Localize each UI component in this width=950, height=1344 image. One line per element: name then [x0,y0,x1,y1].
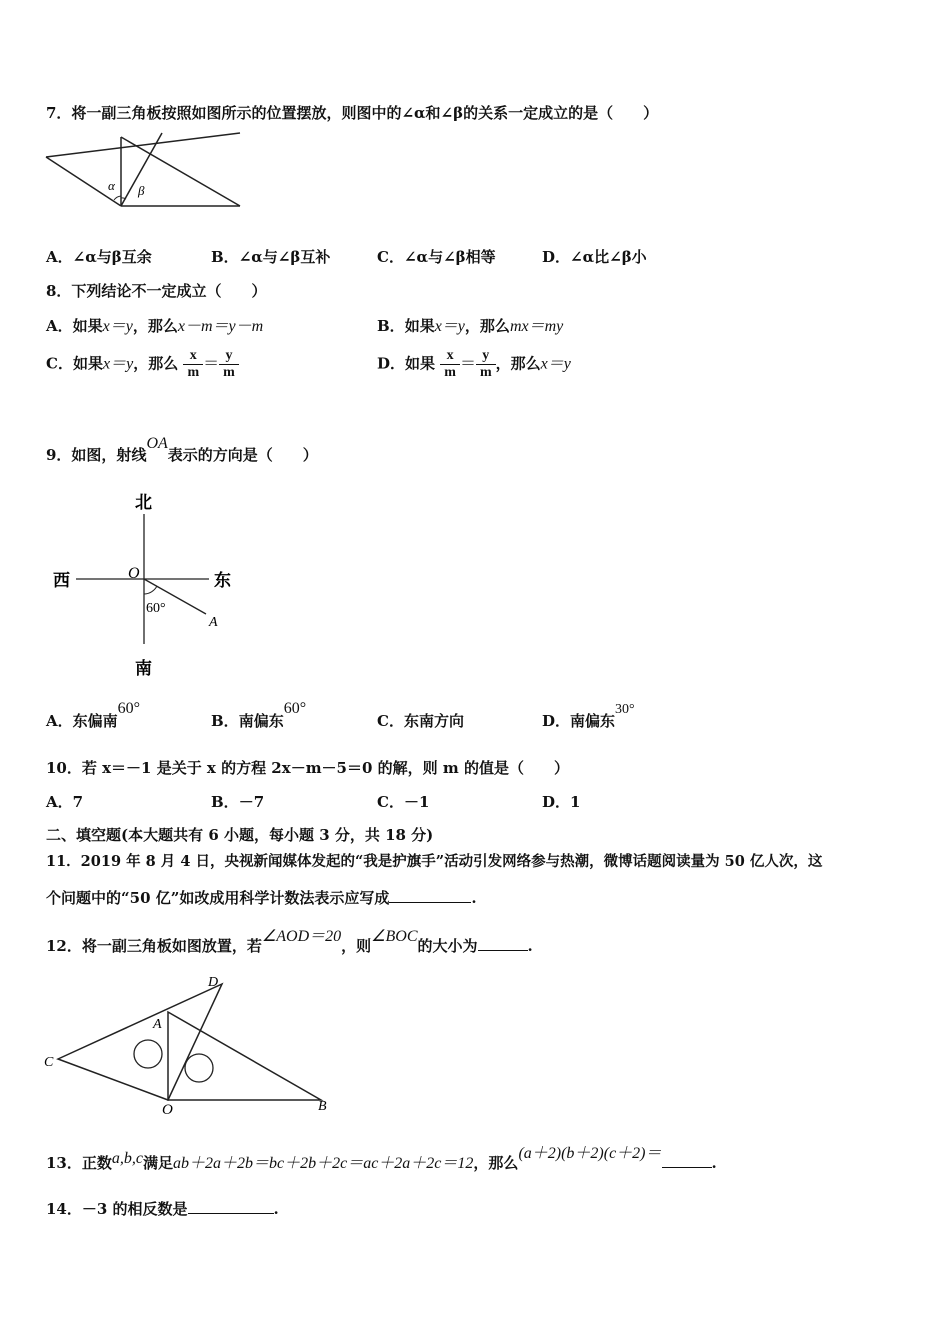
point-d-label: D [208,975,219,990]
q10-option-b[interactable]: B．－7 [211,793,265,811]
fraction-x-over-m: $\frac{x}{m}$ [183,348,203,381]
q13-answer-blank[interactable] [662,1152,712,1168]
q9-option-c[interactable]: C．东南方向 [377,712,464,730]
q10-option-c[interactable]: C．－1 [377,793,430,811]
origin-o-label: O [128,565,140,582]
q7-option-c[interactable]: C．∠α与∠β相等 [377,248,496,266]
beta-label: β [138,183,145,198]
angle-60-label: 60° [146,601,166,616]
q10-option-a[interactable]: A．7 [46,793,84,811]
section-2-heading: 二、填空题(本大题共有 6 小题，每小题 3 分，共 18 分) [46,826,434,844]
q7-option-b[interactable]: B．∠α与∠β互补 [211,248,331,266]
q8-option-d[interactable]: D．如果 $\frac{x}{m}$ ＝ $\frac{y}{m}$ ，那么x＝y [377,348,571,380]
q9-option-b[interactable]: B．南偏东60° [211,700,307,730]
fraction-y-over-m: $\frac{y}{m}$ [219,348,239,381]
q14-answer-blank[interactable] [188,1198,274,1214]
north-label: 北 [135,493,152,512]
q12-answer-blank[interactable] [478,935,528,951]
q8-option-b[interactable]: B．如果x＝y，那么mx＝my [377,317,564,335]
west-label: 西 [53,571,70,590]
point-c-label: C [44,1055,54,1070]
fraction-x-over-m: $\frac{x}{m}$ [440,348,460,381]
alpha-label: α [108,178,115,193]
q12-triangles-figure [40,972,340,1118]
q10-stem: 10．若 x＝－1 是关于 x 的方程 2x－m－5＝0 的解，则 m 的值是（ ） [46,759,569,777]
q8-option-a[interactable]: A．如果x＝y，那么x－m＝y－m [46,317,264,335]
q8-stem: 8．下列结论不一定成立（ ） [46,282,267,300]
q12-stem: 12．将一副三角板如图放置，若∠AOD＝20，则∠BOC的大小为 . [46,928,533,955]
point-b-label: B [318,1099,327,1114]
fraction-y-over-m: $\frac{y}{m}$ [476,348,496,381]
east-label: 东 [214,571,231,590]
q9-compass-figure [44,486,244,681]
q13-stem: 13．正数a,b,c满足ab＋2a＋2b＝bc＋2b＋2c＝ac＋2a＋2c＝12，那么(a＋2)(b＋2)(c＋2)＝. [46,1145,717,1172]
q7-option-d[interactable]: D．∠α比∠β小 [542,248,647,266]
point-a-label: A [153,1017,162,1032]
q7-option-a[interactable]: A．∠α与β互余 [46,248,152,266]
point-o-label: O [162,1102,173,1118]
point-a-label: A [209,615,218,630]
q9-stem: 9．如图，射线OA表示的方向是（ ） [46,435,318,464]
q9-option-a[interactable]: A．东偏南60° [46,700,141,730]
q7-triangles-figure [44,130,244,212]
q7-stem: 7．将一副三角板按照如图所示的位置摆放，则图中的∠α和∠β的关系一定成立的是（ ） [46,104,659,122]
q11-line-2: 个问题中的“50 亿”如改成用科学计数法表示应写成 . [46,889,477,907]
q10-option-d[interactable]: D．1 [542,793,581,811]
q11-line-1: 11．2019 年 8 月 4 日，央视新闻媒体发起的“我是护旗手”活动引发网络参与热潮，微博话题阅读量为 50 亿人次，这 [46,853,823,870]
q11-answer-blank[interactable] [389,887,471,903]
q14-stem: 14．－3 的相反数是 . [46,1200,279,1218]
south-label: 南 [135,659,152,678]
q9-option-d[interactable]: D．南偏东30° [542,702,635,730]
q8-option-c[interactable]: C．如果x＝y，那么 $\frac{x}{m}$ ＝ $\frac{y}{m}$ [46,348,239,381]
